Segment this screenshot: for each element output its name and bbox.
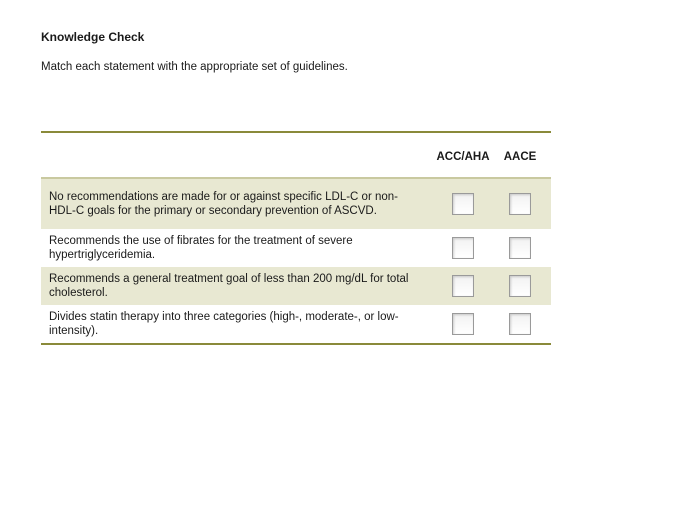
aace-checkbox[interactable] (509, 193, 531, 215)
acc-aha-checkbox[interactable] (452, 313, 474, 335)
statement-text: Recommends the use of fibrates for the treatment of severe hypertriglyceridemia. (49, 235, 353, 261)
table-row (41, 267, 551, 305)
statement-text: Divides statin therapy into three categories (high-, moderate-, or low-intensity). (49, 311, 399, 337)
column-header-acc-aha: ACC/AHA (436, 151, 490, 163)
table-header (41, 133, 551, 179)
statement-text: Recommends a general treatment goal of less than 200 mg/dL for total cholesterol. (49, 273, 409, 299)
matching-table (41, 131, 551, 345)
aace-checkbox[interactable] (509, 275, 531, 297)
statement-text: No recommendations are made for or against specific LDL-C or non-HDL-C goals for the primary or secondary prevention of ASCVD. (49, 191, 398, 217)
aace-checkbox[interactable] (509, 237, 531, 259)
acc-aha-checkbox[interactable] (452, 275, 474, 297)
table-row (41, 229, 551, 267)
table-row (41, 305, 551, 343)
page-title: Knowledge Check (41, 30, 145, 44)
table-row (41, 179, 551, 229)
acc-aha-checkbox[interactable] (452, 193, 474, 215)
acc-aha-checkbox[interactable] (452, 237, 474, 259)
aace-checkbox[interactable] (509, 313, 531, 335)
instructions-text: Match each statement with the appropriate set of guidelines. (41, 61, 348, 73)
column-header-aace: AACE (503, 151, 537, 163)
